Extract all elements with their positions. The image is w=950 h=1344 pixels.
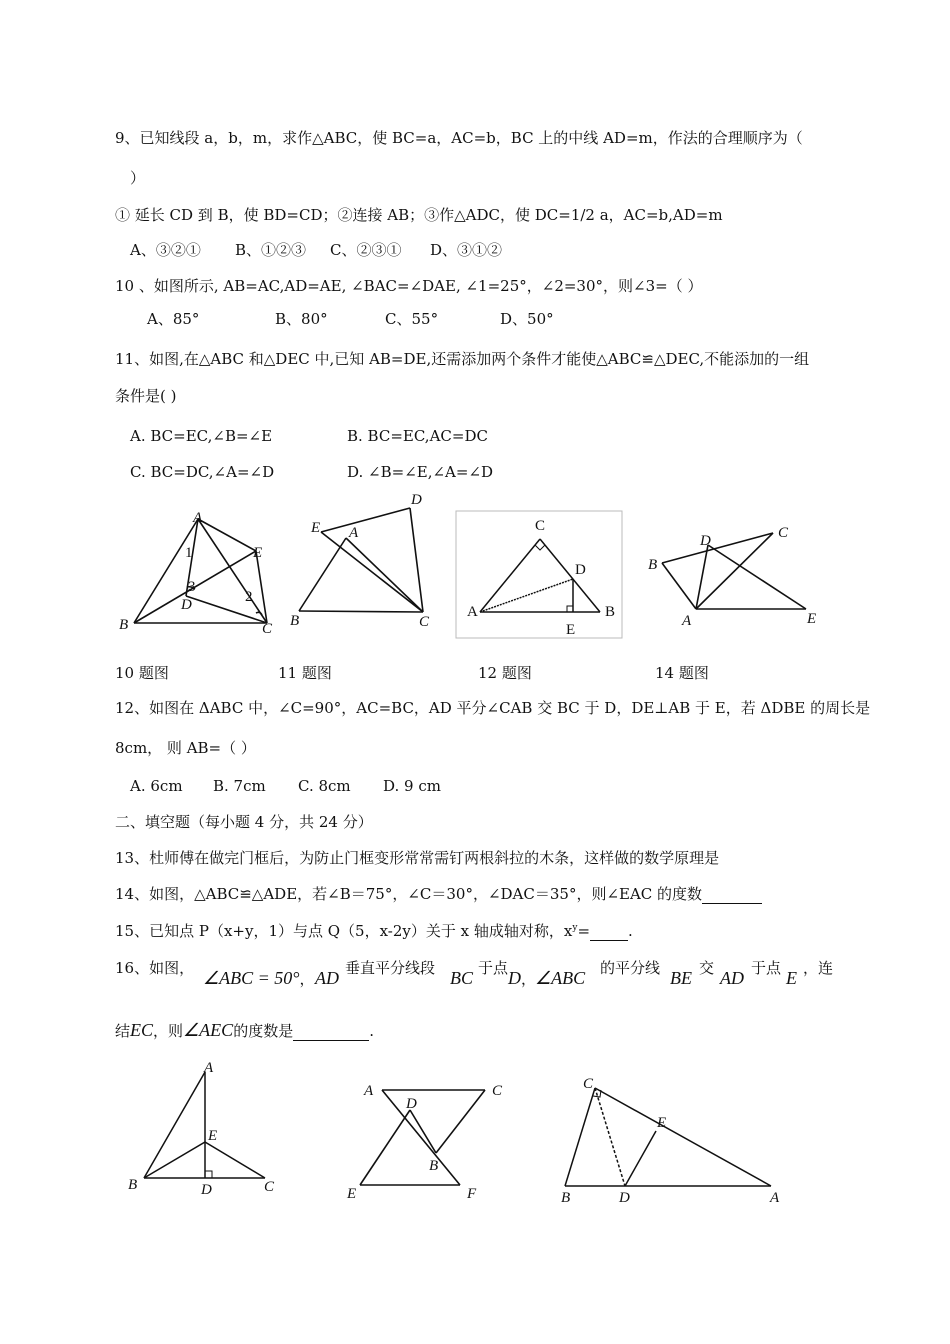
q9-line1: 9、已知线段 a，b，m，求作△ABC，使 BC=a，AC=b，BC 上的中线 AD=m，作法的合理顺序为（ xyxy=(115,129,803,147)
svg-text:A: A xyxy=(682,613,692,629)
q9-option-b: B、①②③ xyxy=(235,241,307,259)
figure-14 xyxy=(640,515,830,630)
svg-text:C: C xyxy=(419,614,430,630)
svg-text:C: C xyxy=(262,621,273,635)
q15-text: 15、已知点 P（x+y，1）与点 Q（5，x-2y）关于 x 轴成轴对称，x xyxy=(115,922,573,940)
svg-text:C: C xyxy=(264,1179,275,1195)
figure-12 xyxy=(455,510,625,640)
q9-option-d: D、③①② xyxy=(430,241,503,259)
q12-option-a: A. 6cm xyxy=(130,777,183,795)
q16-t2: 于点 xyxy=(478,959,509,977)
q15 xyxy=(115,918,633,941)
svg-text:B: B xyxy=(648,557,658,573)
svg-text:E: E xyxy=(311,520,321,536)
q16-m3: BC xyxy=(450,968,474,988)
q16-t5: 于点 xyxy=(751,959,782,977)
svg-text:B: B xyxy=(128,1177,138,1193)
q15-sup: y xyxy=(572,923,578,933)
figure-16 xyxy=(120,1058,290,1208)
q16-m1: ∠ABC = 50° xyxy=(203,968,300,988)
q16-m10: ∠AEC xyxy=(183,1020,234,1040)
svg-text:A: A xyxy=(193,510,203,526)
svg-text:D: D xyxy=(181,597,192,613)
q16-l2c: 的度数是 xyxy=(233,1022,294,1040)
svg-text:E: E xyxy=(807,611,817,627)
q16-point-d xyxy=(508,968,536,989)
q12-line2: 8cm， 则 AB=（ ） xyxy=(115,739,256,757)
figure-10 xyxy=(115,505,285,635)
q16-m8: E xyxy=(786,968,797,988)
q14-text: 14、如图，△ABC≌△ADE，若∠B＝75°，∠C＝30°，∠DAC＝35°，则∠EAC 的度数 xyxy=(115,885,703,903)
svg-text:B: B xyxy=(119,617,129,633)
q16-t3: 的平分线 xyxy=(600,959,661,977)
caption-fig12: 12 题图 xyxy=(478,664,532,682)
q13: 13、杜师傅在做完门框后，为防止门框变形常常需钉两根斜拉的木条，这样做的数学原理是 xyxy=(115,849,720,867)
svg-text:2: 2 xyxy=(245,589,253,605)
svg-text:E: E xyxy=(253,545,263,561)
svg-text:B: B xyxy=(561,1190,571,1205)
svg-text:C: C xyxy=(778,525,789,541)
svg-text:D: D xyxy=(406,1096,417,1112)
q16-t6: ，连 xyxy=(803,959,834,977)
q9-option-c: C、②③① xyxy=(330,241,402,259)
svg-text:F: F xyxy=(467,1186,477,1202)
svg-text:A: A xyxy=(349,525,359,541)
q11-option-c: C. BC=DC,∠A=∠D xyxy=(130,463,275,481)
q11-line2: 条件是( ) xyxy=(115,387,177,405)
svg-text:B: B xyxy=(290,613,300,629)
svg-text:E: E xyxy=(566,622,576,638)
q9-steps: ① 延长 CD 到 B，使 BD=CD；②连接 AB；③作△ADC，使 DC=1/2 a，AC=b,AD=m xyxy=(115,206,723,224)
svg-text:A: A xyxy=(204,1060,214,1076)
svg-text:E: E xyxy=(208,1128,218,1144)
figure-right-triangle xyxy=(555,1070,795,1205)
q14 xyxy=(115,884,762,904)
q10-option-a: A、85° xyxy=(147,310,200,328)
svg-text:C: C xyxy=(535,518,546,534)
q11-option-d: D. ∠B=∠E,∠A=∠D xyxy=(347,463,494,481)
caption-fig14: 14 题图 xyxy=(655,664,709,682)
q15-equals: = xyxy=(577,922,591,940)
q16-angle-abc-50 xyxy=(203,968,315,990)
q16-l2b: ，则 xyxy=(153,1022,184,1040)
q16-line2 xyxy=(115,1020,374,1041)
q12-option-d: D. 9 cm xyxy=(383,777,441,795)
q16-m9: EC xyxy=(130,1020,154,1040)
svg-text:3: 3 xyxy=(188,579,196,595)
svg-text:D: D xyxy=(619,1190,630,1205)
q9-option-a: A、③②① xyxy=(130,241,201,259)
q16-answer-blank[interactable] xyxy=(293,1024,369,1041)
q10-option-d: D、50° xyxy=(500,310,554,328)
q14-answer-blank[interactable] xyxy=(702,887,762,904)
q12-line1: 12、如图在 ΔABC 中，∠C=90°，AC=BC，AD 平分∠CAB 交 BC 于 D，DE⊥AB 于 E，若 ΔDBE 的周长是 xyxy=(115,699,871,717)
q16-m7: AD xyxy=(720,968,744,988)
q16-m4: D xyxy=(508,968,521,988)
q15-answer-blank[interactable] xyxy=(590,924,628,941)
svg-text:B: B xyxy=(429,1158,439,1174)
svg-text:1: 1 xyxy=(185,545,193,561)
figure-11 xyxy=(285,490,445,635)
figure-hourglass xyxy=(340,1075,520,1205)
q16-m1-end: ， xyxy=(299,972,315,988)
q15-end: . xyxy=(628,922,633,940)
q9-line2: ） xyxy=(130,169,146,187)
q11-line1: 11、如图,在△ABC 和△DEC 中,已知 AB=DE,还需添加两个条件才能使△ABC≌△DEC,不能添加的一组 xyxy=(115,350,810,368)
svg-text:D: D xyxy=(700,533,711,549)
svg-text:D: D xyxy=(411,492,422,508)
q12-option-c: C. 8cm xyxy=(298,777,351,795)
q16-m6: BE xyxy=(670,968,692,988)
section-2-heading: 二、填空题（每小题 4 分，共 24 分） xyxy=(115,813,373,831)
svg-text:B: B xyxy=(605,604,616,620)
q16-label: 16、如图， xyxy=(115,959,195,977)
q16-m4-end: ， xyxy=(521,970,537,988)
svg-text:E: E xyxy=(347,1186,357,1202)
caption-fig11: 11 题图 xyxy=(278,664,332,682)
svg-text:A: A xyxy=(467,604,478,620)
svg-text:E: E xyxy=(657,1115,667,1131)
q16-t1: 垂直平分线段 xyxy=(345,959,436,977)
caption-fig10: 10 题图 xyxy=(115,664,169,682)
q16-m2: AD xyxy=(315,968,339,988)
q10-option-b: B、80° xyxy=(275,310,328,328)
svg-text:A: A xyxy=(364,1083,374,1099)
q16-t4: 交 xyxy=(699,959,715,977)
q10-option-c: C、55° xyxy=(385,310,439,328)
q11-option-a: A. BC=EC,∠B=∠E xyxy=(130,427,273,445)
svg-text:C: C xyxy=(583,1076,594,1092)
svg-text:D: D xyxy=(575,562,586,578)
q16-end: . xyxy=(369,1022,374,1040)
q10-stem: 10 、如图所示, AB=AC,AD=AE, ∠BAC=∠DAE, ∠1=25°，∠2=30°，则∠3=（ ） xyxy=(115,277,703,295)
q16-l2a: 结 xyxy=(115,1022,131,1040)
q12-option-b: B. 7cm xyxy=(213,777,266,795)
q11-option-b: B. BC=EC,AC=DC xyxy=(347,427,488,445)
svg-text:D: D xyxy=(201,1182,212,1198)
svg-text:A: A xyxy=(770,1190,780,1205)
q16-m5: ∠ABC xyxy=(535,968,586,988)
svg-text:C: C xyxy=(492,1083,503,1099)
